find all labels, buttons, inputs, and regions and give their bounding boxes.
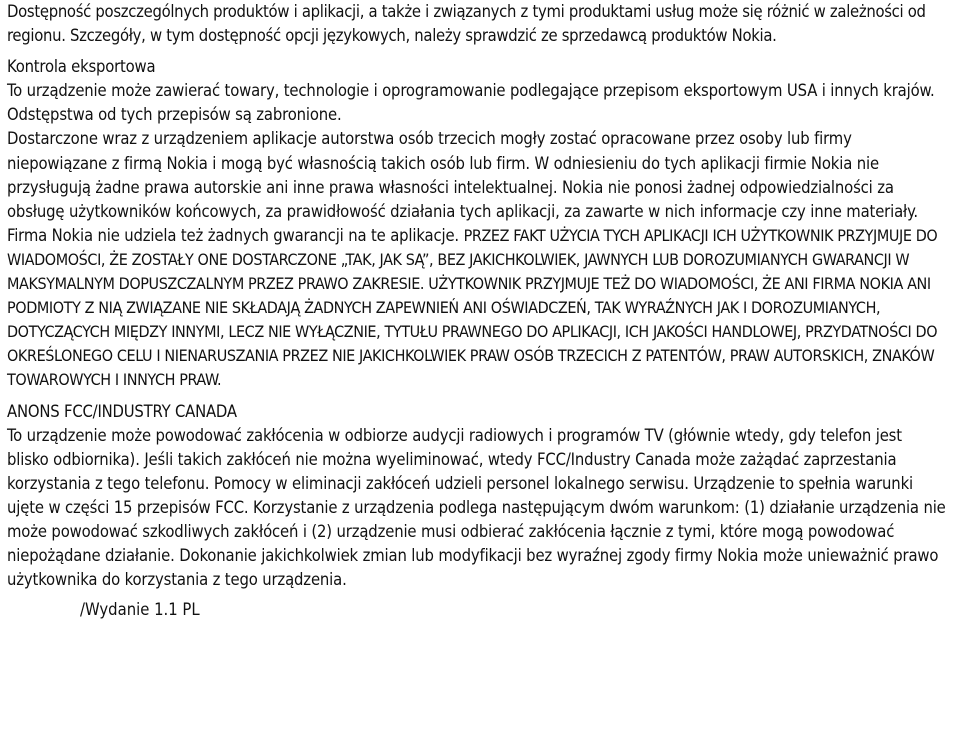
export-control-paragraph: To urządzenie może zawierać towary, technologie i oprogramowanie podlegające przepisom eksportowym USA i innych krajów. Odstępstwa od tych przepisów są zabronione. <box>7 81 935 125</box>
paragraph-gap <box>7 48 948 55</box>
third-party-apps-paragraph <box>7 127 948 392</box>
fcc-notice-paragraph: To urządzenie może powodować zakłócenia w odbiorze audycji radiowych i programów TV (głównie wtedy, gdy telefon jest blisko odbiornika). Jeśli takich zakłóceń nie można wyeliminować, wtedy FCC/Industry Canada może zażądać zaprzestania korzystania z tego telefonu. Pomocy w eliminacji zakłóceń udzieli personel lokalnego serwisu. Urządzenie to spełnia warunki ujęte w części 15 przepisów FCC. Korzystanie z urządzenia podlega następującym dwóm warunkom: (1) działanie urządzenia nie może powodować szkodliwych zakłóceń i (2) urządzenie musi odbierać zakłócenia łącznie z tymi, które mogą powodować niepożądane działanie. Dokonanie jakichkolwiek zmian lub modyfikacji bez wyraźnej zgody firmy Nokia może unieważnić prawo użytkownika do korzystania z tego urządzenia. <box>7 425 946 590</box>
fcc-notice-heading: ANONS FCC/INDUSTRY CANADA <box>7 401 237 421</box>
export-control-heading: Kontrola eksportowa <box>7 57 156 77</box>
third-party-apps-text: Dostarczone wraz z urządzeniem aplikacje autorstwa osób trzecich mogły zostać opracowane przez osoby lub firmy niepowiązane z firmą Nokia i mogą być własnością takich osób lub firm. W odniesieniu do tych aplikacji firmie Nokia nie przysługują żadne prawa autorskie ani inne prawa własności intelektualnej. Nokia nie ponosi żadnej odpowiedzialności za obsługę użytkowników końcowych, za prawidłowość działania tych aplikacji, za zawarte w nich informacje czy inne materiały. Firma Nokia nie udziela też żadnych gwarancji na te aplikacje. <box>7 129 918 245</box>
edition-label: /Wydanie 1.1 PL <box>80 600 200 620</box>
availability-paragraph: Dostępność poszczególnych produktów i aplikacji, a także i związanych z tymi produktami usług może się różnić w zależności od regionu. Szczegóły, w tym dostępność opcji językowych, należy sprawdzić ze sprzedawcą produktów Nokia. <box>7 2 926 46</box>
paragraph-gap <box>7 393 948 400</box>
warranty-disclaimer: PRZEZ FAKT UŻYCIA TYCH APLIKACJI ICH UŻYTKOWNIK PRZYJMUJE DO WIADOMOŚCI, ŻE ZOSTAŁY ONE DOSTARCZONE „TAK, JAK SĄ”, BEZ JAKICHKOLWIEK, JAWNYCH LUB DOROZUMIANYCH GWARANCJI W MAKSYMALNYM DOPUSZCZALNYM PRZEZ PRAWO ZAKRESIE. UŻYTKOWNIK PRZYJMUJE TEŻ DO WIADOMOŚCI, ŻE ANI FIRMA NOKIA ANI PODMIOTY Z NIĄ ZWIĄZANE NIE SKŁADAJĄ ŻADNYCH ZAPEWNIEŃ ANI OŚWIADCZEŃ, TAK WYRAŹNYCH JAK I DOROZUMIANYCH, DOTYCZĄCYCH MIĘDZY INNYMI, LECZ NIE WYŁĄCZNIE, TYTUŁU PRAWNEGO DO APLIKACJI, ICH JAKOŚCI HANDLOWEJ, PRZYDATNOŚCI DO OKREŚLONEGO CELU I NIENARUSZANIA PRZEZ NIE JAKICHKOLWIEK PRAW OSÓB TRZECICH Z PATENTÓW, PRAW AUTORSKICH, ZNAKÓW TOWAROWYCH I INNYCH PRAW. <box>7 225 938 390</box>
